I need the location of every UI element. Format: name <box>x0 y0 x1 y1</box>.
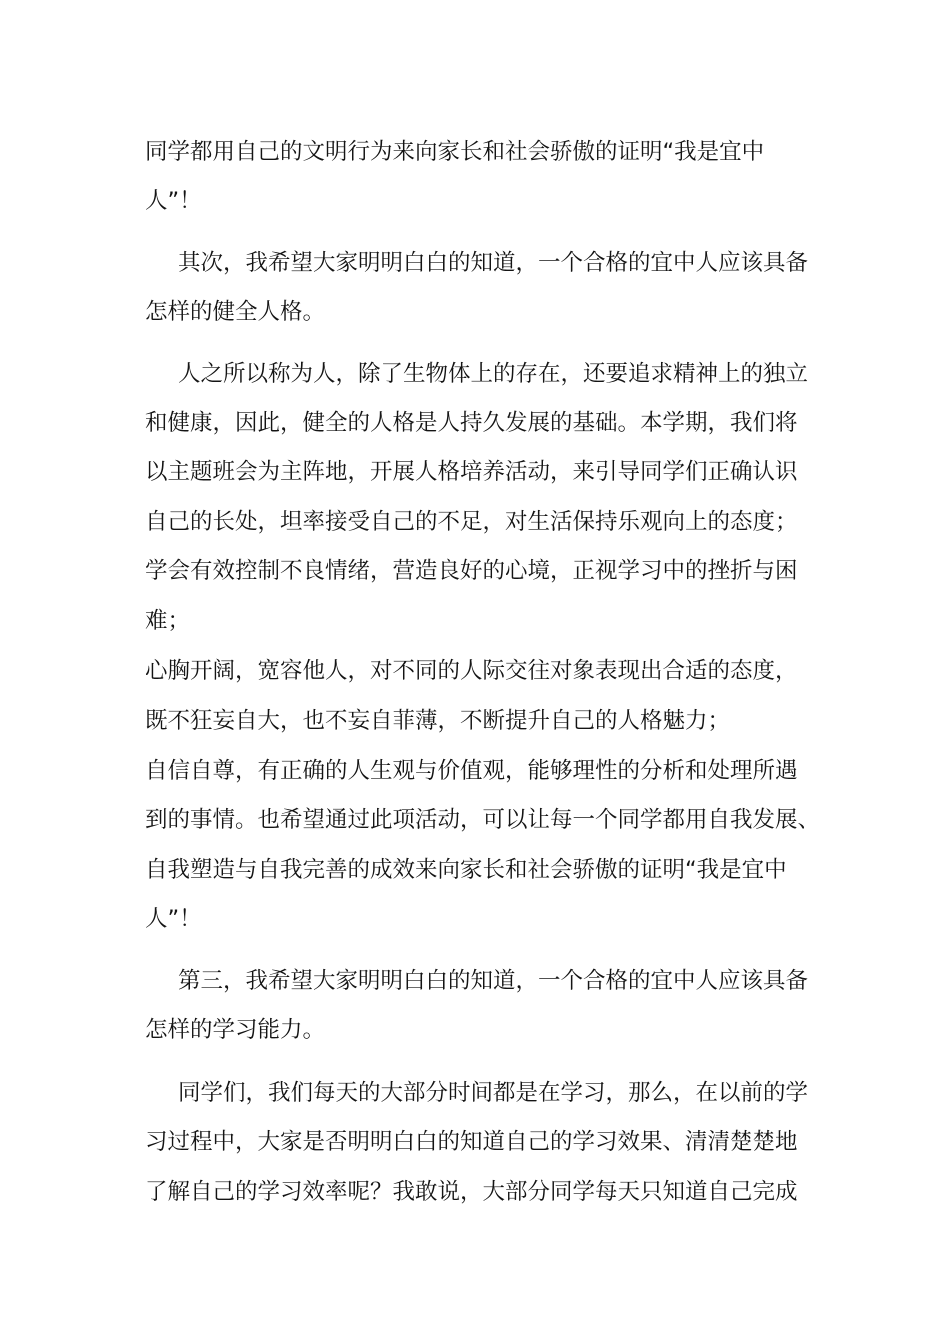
text-line: 习过程中，大家是否明明白白的知道自己的学习效果、清清楚楚地 <box>145 1129 798 1155</box>
text-line: 人”！ <box>145 906 202 932</box>
text-line: 以主题班会为主阵地，开展人格培养活动，来引导同学们正确认识 <box>145 459 798 485</box>
text-line: 难； <box>145 608 191 634</box>
text-line: 和健康，因此，健全的人格是人持久发展的基础。本学期，我们将 <box>145 410 798 436</box>
text-line: 同学们，我们每天的大部分时间都是在学习，那么，在以前的学 <box>178 1080 809 1106</box>
text-line: 同学都用自己的文明行为来向家长和社会骄傲的证明“我是宜中 <box>145 139 765 165</box>
text-line: 人”！ <box>145 188 202 214</box>
text-line: 其次，我希望大家明明白白的知道，一个合格的宜中人应该具备 <box>178 250 809 276</box>
text-line: 既不狂妄自大，也不妄自菲薄，不断提升自己的人格魅力； <box>145 708 731 734</box>
text-line: 心胸开阔，宽容他人，对不同的人际交往对象表现出合适的态度， <box>145 658 798 684</box>
text-line: 人之所以称为人，除了生物体上的存在，还要追求精神上的独立 <box>178 361 809 387</box>
text-line: 自我塑造与自我完善的成效来向家长和社会骄傲的证明“我是宜中 <box>145 857 787 883</box>
text-line: 怎样的学习能力。 <box>145 1017 326 1043</box>
text-line: 到的事情。也希望通过此项活动，可以让每一个同学都用自我发展、 <box>145 807 821 833</box>
text-line: 学会有效控制不良情绪，营造良好的心境，正视学习中的挫折与困 <box>145 558 798 584</box>
text-line: 第三，我希望大家明明白白的知道，一个合格的宜中人应该具备 <box>178 968 809 994</box>
text-line: 了解自己的学习效率呢？我敢说，大部分同学每天只知道自己完成 <box>145 1179 798 1205</box>
text-line: 怎样的健全人格。 <box>145 299 326 325</box>
text-line: 自己的长处，坦率接受自己的不足，对生活保持乐观向上的态度； <box>145 509 798 535</box>
text-line: 自信自尊，有正确的人生观与价值观，能够理性的分析和处理所遇 <box>145 758 798 784</box>
